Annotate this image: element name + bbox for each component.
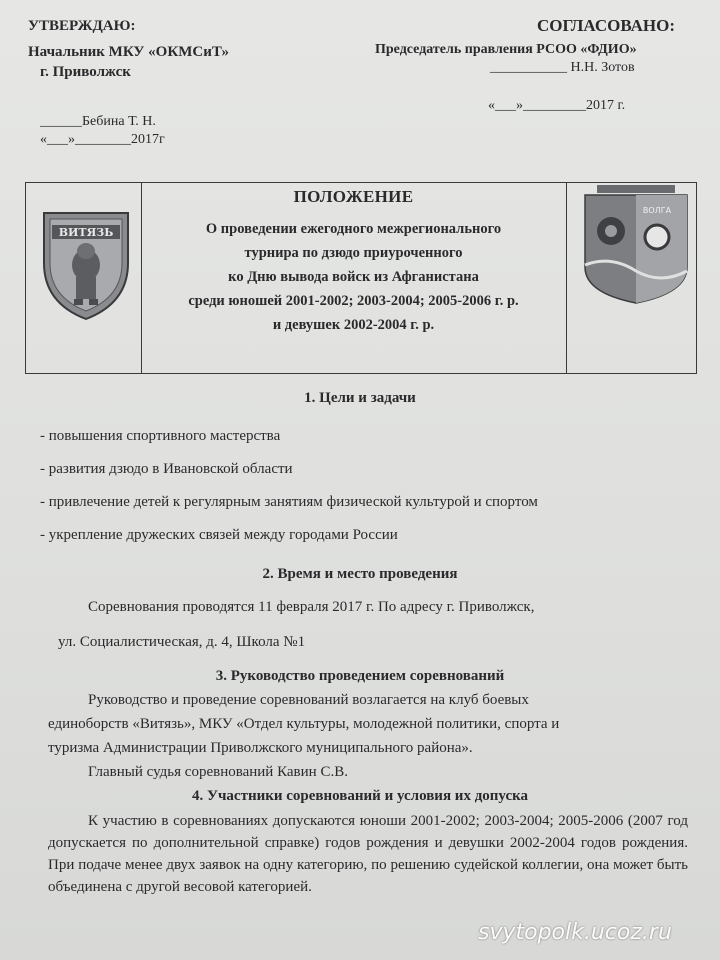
approve-label: УТВЕРЖДАЮ:	[28, 18, 136, 34]
section-3-line-2: единоборств «Витязь», МКУ «Отдел культуры, молодежной политики, спорта и	[48, 716, 560, 732]
title-line-4: среди юношей 2001-2002; 2003-2004; 2005-2006 г. р.	[188, 293, 519, 309]
approver-position: Начальник МКУ «ОКМСиТ»	[28, 44, 229, 60]
title-line-5: и девушек 2002-2004 г. р.	[272, 317, 435, 333]
agreed-signature: ___________ Н.Н. Зотов	[490, 60, 635, 75]
approver-city: г. Приволжск	[40, 64, 131, 80]
section-3-heading: 3. Руководство проведением соревнований	[215, 668, 505, 684]
section-4-paragraph: К участию в соревнованиях допускаются юноши 2001-2002; 2003-2004; 2005-2006 (2007 год допускается по дополнительной справке) годов рождения и девушки 2002-2004 годов рождения. При подаче менее двух заявок на одну категорию, по решению судейской коллегии, она может быть объединена с другой весовой категорией.	[48, 813, 688, 895]
section-3-line-4: Главный судья соревнований Кавин С.В.	[88, 764, 348, 780]
title-line-2: турнира по дзюдо приуроченного	[244, 245, 463, 261]
coat-of-arms-text: ВОЛГА	[642, 206, 672, 215]
watermark: svytopolk.ucoz.ru	[478, 920, 672, 945]
section-2-line-1: Соревнования проводятся 11 февраля 2017 г. По адресу г. Приволжск,	[88, 599, 535, 615]
document-title: ПОЛОЖЕНИЕ	[293, 187, 414, 206]
agreed-position: Председатель правления РСОО «ФДИО»	[375, 42, 637, 57]
goal-item-3: - привлечение детей к регулярным занятиям физической культурой и спортом	[40, 494, 538, 510]
goal-item-2: - развития дзюдо в Ивановской области	[40, 461, 293, 477]
coat-of-arms	[581, 185, 691, 305]
box-divider-right	[566, 183, 567, 373]
vityaz-logo	[38, 203, 134, 323]
approver-date: «___»________2017г	[40, 132, 165, 147]
agreed-label: СОГЛАСОВАНО:	[537, 16, 676, 35]
section-2-heading: 2. Время и место проведения	[262, 566, 458, 582]
agreed-date: «___»_________2017 г.	[488, 98, 626, 113]
title-box	[25, 182, 697, 374]
vityaz-logo-text: ВИТЯЗЬ	[58, 226, 114, 239]
section-2-line-2: ул. Социалистическая, д. 4, Школа №1	[58, 634, 306, 650]
title-line-3: ко Дню вывода войск из Афганистана	[228, 269, 479, 285]
goal-item-4: - укрепление дружеских связей между городами России	[40, 527, 398, 543]
goal-item-1: - повышения спортивного мастерства	[40, 428, 281, 444]
title-line-1: О проведении ежегодного межрегионального	[205, 221, 502, 237]
section-4-heading: 4. Участники соревнований и условия их допуска	[191, 788, 529, 804]
approver-signature: ______Бебина Т. Н.	[40, 114, 156, 129]
section-3-line-3: туризма Администрации Приволжского муниципального района».	[48, 740, 473, 756]
section-3-line-1: Руководство и проведение соревнований возлагается на клуб боевых	[88, 692, 529, 708]
section-1-heading: 1. Цели и задачи	[304, 390, 416, 406]
